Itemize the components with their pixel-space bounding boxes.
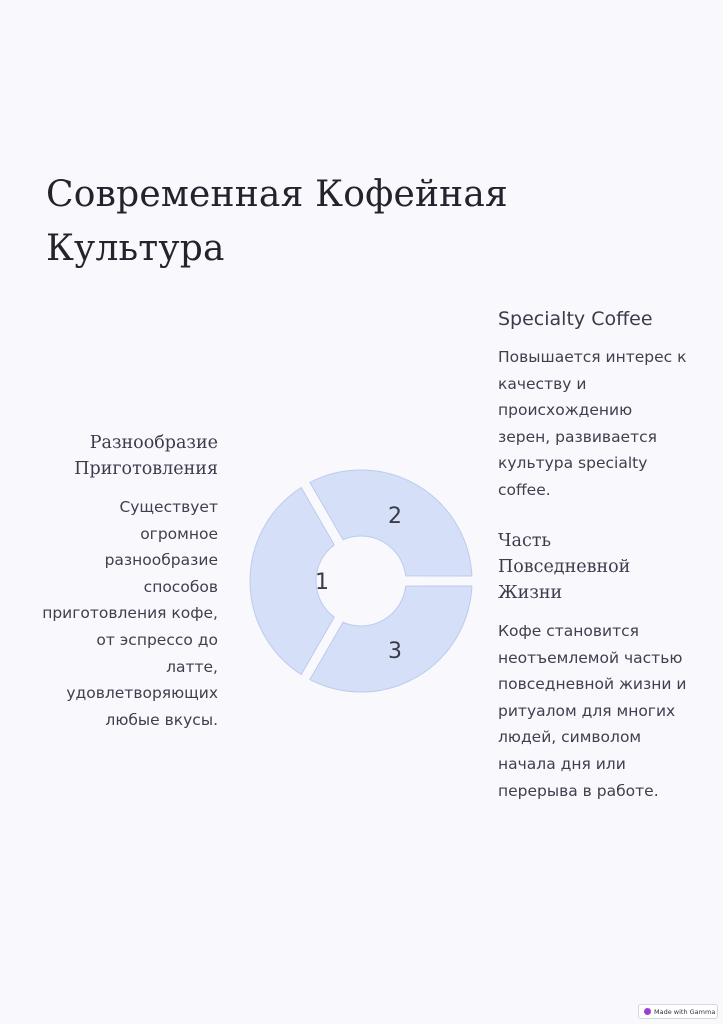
page-title: Современная Кофейная Культура — [46, 174, 508, 269]
section-body: Существует огромное разнообразие способов приготовления кофе, от эспрессо до латте, удовлетворяющих любые вкусы. — [42, 498, 218, 729]
made-with-gamma-badge[interactable] — [638, 1004, 718, 1019]
section-heading: Specialty Coffee — [498, 308, 653, 330]
diagram-label-3: 3 — [388, 639, 402, 664]
badge-text: Made with Gamma — [654, 1007, 716, 1016]
section-specialty-coffee — [498, 304, 688, 504]
section-daily-life — [498, 528, 688, 804]
section-body: Повышается интерес к качеству и происхождению зерен, развивается культура specialty coffee. — [498, 348, 687, 499]
cycle-diagram — [246, 466, 476, 696]
gamma-logo-icon — [644, 1008, 651, 1015]
diagram-label-2: 2 — [388, 504, 402, 529]
section-body: Кофе становится неотъемлемой частью повседневной жизни и ритуалом для многих людей, символом начала дня или перерыва в работе. — [498, 622, 687, 800]
section-heading: Часть Повседневной Жизни — [498, 531, 631, 603]
section-preparation-variety — [40, 430, 218, 733]
section-heading: Разнообразие Приготовления — [74, 433, 218, 479]
diagram-label-1: 1 — [315, 570, 329, 595]
